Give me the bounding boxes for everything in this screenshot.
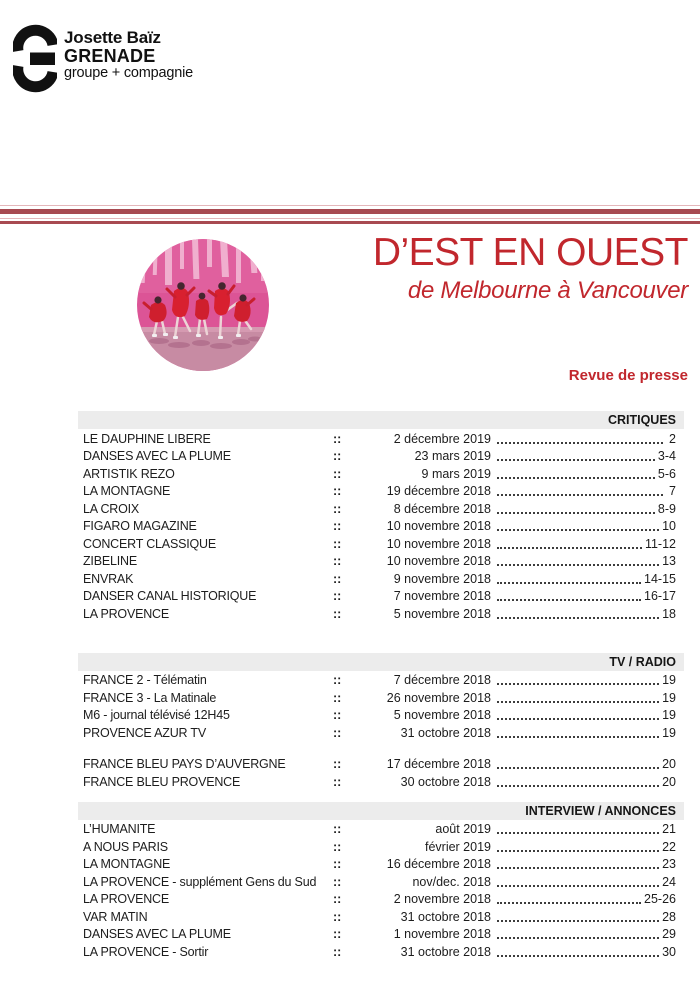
toc-row	[78, 773, 684, 791]
dot-leader	[497, 617, 659, 619]
grenade-logo-icon	[13, 20, 57, 96]
publication-date: nov/dec. 2018	[412, 874, 491, 889]
dot-leader	[497, 564, 659, 566]
page-number: 22	[662, 839, 676, 854]
toc-group	[78, 430, 684, 623]
page-number: 14-15	[644, 571, 676, 586]
rule-hairline-top	[0, 205, 700, 206]
row-separator: ::	[333, 774, 342, 789]
horizontal-rule	[0, 205, 700, 224]
dot-leader	[497, 683, 659, 685]
dot-leader	[497, 785, 659, 787]
dot-leader	[497, 599, 641, 601]
brand-tagline: groupe + compagnie	[64, 64, 194, 81]
row-separator: ::	[333, 449, 342, 464]
section-header-bar	[78, 653, 684, 671]
dot-leader	[497, 736, 659, 738]
row-separator: ::	[333, 690, 342, 705]
publication-date: 31 octobre 2018	[400, 725, 491, 740]
publication-name: PROVENCE AZUR TV	[83, 725, 206, 740]
dot-leader	[497, 867, 659, 869]
dot-leader	[497, 547, 642, 549]
page-number: 8-9	[657, 501, 676, 516]
publication-date: 9 novembre 2018	[393, 571, 491, 586]
toc-section	[78, 411, 684, 623]
publication-name: A NOUS PARIS	[83, 839, 168, 854]
page-number: 18	[662, 606, 676, 621]
row-separator: ::	[333, 571, 342, 586]
rule-thick-bottom	[0, 221, 700, 224]
page-number: 10	[662, 519, 676, 534]
page-number: 29	[662, 927, 676, 942]
toc-row	[78, 724, 684, 742]
page-number: 21	[662, 822, 676, 837]
page-number: 20	[662, 757, 676, 772]
page-number: 5-6	[657, 466, 676, 481]
toc-row	[78, 943, 684, 961]
row-separator: ::	[333, 944, 342, 959]
publication-date: 16 décembre 2018	[386, 857, 491, 872]
row-separator: ::	[333, 536, 342, 551]
row-separator: ::	[333, 839, 342, 854]
toc-row	[78, 483, 684, 501]
row-separator: ::	[333, 501, 342, 516]
publication-name: ZIBELINE	[83, 554, 137, 569]
dot-leader	[497, 477, 655, 479]
brand-text	[64, 20, 193, 96]
dot-leader	[497, 937, 659, 939]
publication-date: 10 novembre 2018	[386, 536, 491, 551]
page-number: 28	[662, 909, 676, 924]
publication-name: LA MONTAGNE	[83, 857, 171, 872]
row-separator: ::	[333, 708, 342, 723]
dot-leader	[497, 529, 659, 531]
dot-leader	[497, 512, 655, 514]
row-separator: ::	[333, 927, 342, 942]
dot-leader	[497, 832, 659, 834]
row-separator: ::	[333, 673, 342, 688]
publication-name: DANSER CANAL HISTORIQUE	[83, 589, 257, 604]
publication-date: 1 novembre 2018	[393, 927, 491, 942]
row-separator: ::	[333, 892, 342, 907]
publication-name: FRANCE BLEU PAYS D’AUVERGNE	[83, 757, 286, 772]
page-number: 16-17	[644, 589, 676, 604]
dot-leader	[497, 767, 659, 769]
publication-date: 8 décembre 2018	[393, 501, 491, 516]
publication-name: VAR MATIN	[83, 909, 148, 924]
section-header-bar	[78, 411, 684, 429]
toc-row	[78, 756, 684, 774]
publication-name: LA PROVENCE - supplément Gens du Sud	[83, 874, 317, 889]
publication-date: 5 novembre 2018	[393, 606, 491, 621]
publication-name: DANSES AVEC LA PLUME	[83, 449, 231, 464]
publication-name: FRANCE 3 - La Matinale	[83, 690, 217, 705]
section-label: TV / RADIO	[609, 654, 676, 669]
toc-group	[78, 756, 684, 791]
publication-name: LA PROVENCE	[83, 892, 170, 907]
publication-date: 2 décembre 2019	[393, 431, 491, 446]
toc-row	[78, 605, 684, 623]
cover-photo	[137, 239, 269, 371]
dot-leader	[497, 902, 641, 904]
row-separator: ::	[333, 519, 342, 534]
publication-date: 2 novembre 2018	[393, 892, 491, 907]
page-number: 19	[662, 673, 676, 688]
rule-hairline-bottom	[0, 218, 700, 219]
publication-name: FRANCE BLEU PROVENCE	[83, 774, 241, 789]
publication-name: ARTISTIK REZO	[83, 466, 175, 481]
toc-section	[78, 653, 684, 791]
publication-name: CONCERT CLASSIQUE	[83, 536, 216, 551]
publication-date: 7 décembre 2018	[393, 673, 491, 688]
publication-date: 10 novembre 2018	[386, 519, 491, 534]
toc-row	[78, 873, 684, 891]
toc-section	[78, 802, 684, 961]
page-number: 13	[662, 554, 676, 569]
toc-row	[78, 856, 684, 874]
row-separator: ::	[333, 857, 342, 872]
publication-date: 31 octobre 2018	[400, 909, 491, 924]
row-separator: ::	[333, 725, 342, 740]
page-number: 20	[662, 774, 676, 789]
page-number: 2	[669, 431, 676, 446]
publication-date: 7 novembre 2018	[393, 589, 491, 604]
press-review-label: Revue de presse	[568, 367, 688, 384]
publication-name: FIGARO MAGAZINE	[83, 519, 197, 534]
page-number: 7	[669, 484, 676, 499]
publication-date: 19 décembre 2018	[386, 484, 491, 499]
document-subtitle: de Melbourne à Vancouver	[407, 277, 688, 304]
publication-name: LE DAUPHINE LIBERE	[83, 431, 211, 446]
toc-row	[78, 500, 684, 518]
publication-date: 31 octobre 2018	[400, 944, 491, 959]
publication-name: DANSES AVEC LA PLUME	[83, 927, 231, 942]
toc-group	[78, 821, 684, 961]
toc-row	[78, 570, 684, 588]
publication-name: L’HUMANITE	[83, 822, 156, 837]
brand-company: GRENADE	[64, 45, 156, 66]
page-number: 11-12	[644, 536, 676, 551]
dot-leader	[497, 442, 663, 444]
dot-leader	[497, 920, 659, 922]
publication-name: M6 - journal télévisé 12H45	[83, 708, 230, 723]
section-label: CRITIQUES	[607, 413, 676, 427]
page-number: 3-4	[657, 449, 676, 464]
toc-row	[78, 430, 684, 448]
masthead	[373, 233, 688, 305]
page-number: 30	[662, 944, 676, 959]
toc-row	[78, 821, 684, 839]
row-separator: ::	[333, 822, 342, 837]
page-number: 19	[662, 725, 676, 740]
dot-leader	[497, 582, 641, 584]
table-of-contents	[78, 411, 684, 961]
publication-date: août 2019	[435, 822, 491, 837]
row-separator: ::	[333, 874, 342, 889]
row-separator: ::	[333, 757, 342, 772]
publication-date: 10 novembre 2018	[386, 554, 491, 569]
toc-row	[78, 838, 684, 856]
publication-name: LA MONTAGNE	[83, 484, 171, 499]
toc-row	[78, 926, 684, 944]
dot-leader	[497, 850, 659, 852]
toc-row	[78, 465, 684, 483]
publication-date: 26 novembre 2018	[386, 690, 491, 705]
row-separator: ::	[333, 909, 342, 924]
dot-leader	[497, 494, 663, 496]
publication-name: ENVRAK	[83, 571, 134, 586]
section-header-bar	[78, 802, 684, 820]
row-separator: ::	[333, 589, 342, 604]
publication-date: 23 mars 2019	[414, 449, 491, 464]
publication-date: 17 décembre 2018	[386, 757, 491, 772]
toc-row	[78, 518, 684, 536]
toc-row	[78, 707, 684, 725]
publication-name: LA CROIX	[83, 501, 140, 516]
rule-thick-top	[0, 209, 700, 214]
row-separator: ::	[333, 466, 342, 481]
page-number: 19	[662, 690, 676, 705]
page-number: 19	[662, 708, 676, 723]
page-number: 25-26	[644, 892, 676, 907]
publication-date: 30 octobre 2018	[400, 774, 491, 789]
publication-name: FRANCE 2 - Télématin	[83, 673, 207, 688]
publication-name: LA PROVENCE	[83, 606, 170, 621]
toc-row	[78, 553, 684, 571]
toc-row	[78, 535, 684, 553]
toc-row	[78, 908, 684, 926]
toc-row	[78, 588, 684, 606]
toc-row	[78, 448, 684, 466]
brand-name: Josette Baïz	[64, 28, 161, 47]
row-separator: ::	[333, 554, 342, 569]
toc-group	[78, 672, 684, 742]
publication-date: 5 novembre 2018	[393, 708, 491, 723]
dot-leader	[497, 718, 659, 720]
brand-block	[13, 20, 193, 96]
row-separator: ::	[333, 606, 342, 621]
publication-date: 9 mars 2019	[421, 466, 491, 481]
row-separator: ::	[333, 431, 342, 446]
dot-leader	[497, 459, 655, 461]
page-number: 23	[662, 857, 676, 872]
page-number: 24	[662, 874, 676, 889]
dot-leader	[497, 955, 659, 957]
document-title: D’EST EN OUEST	[372, 231, 688, 274]
toc-row	[78, 891, 684, 909]
publication-name: LA PROVENCE - Sortir	[83, 944, 209, 959]
dancers-photo-illustration	[137, 239, 269, 371]
toc-row	[78, 689, 684, 707]
publication-date: février 2019	[424, 839, 491, 854]
row-separator: ::	[333, 484, 342, 499]
toc-row	[78, 672, 684, 690]
section-label: INTERVIEW / ANNONCES	[525, 803, 676, 818]
dot-leader	[497, 885, 659, 887]
dot-leader	[497, 701, 659, 703]
